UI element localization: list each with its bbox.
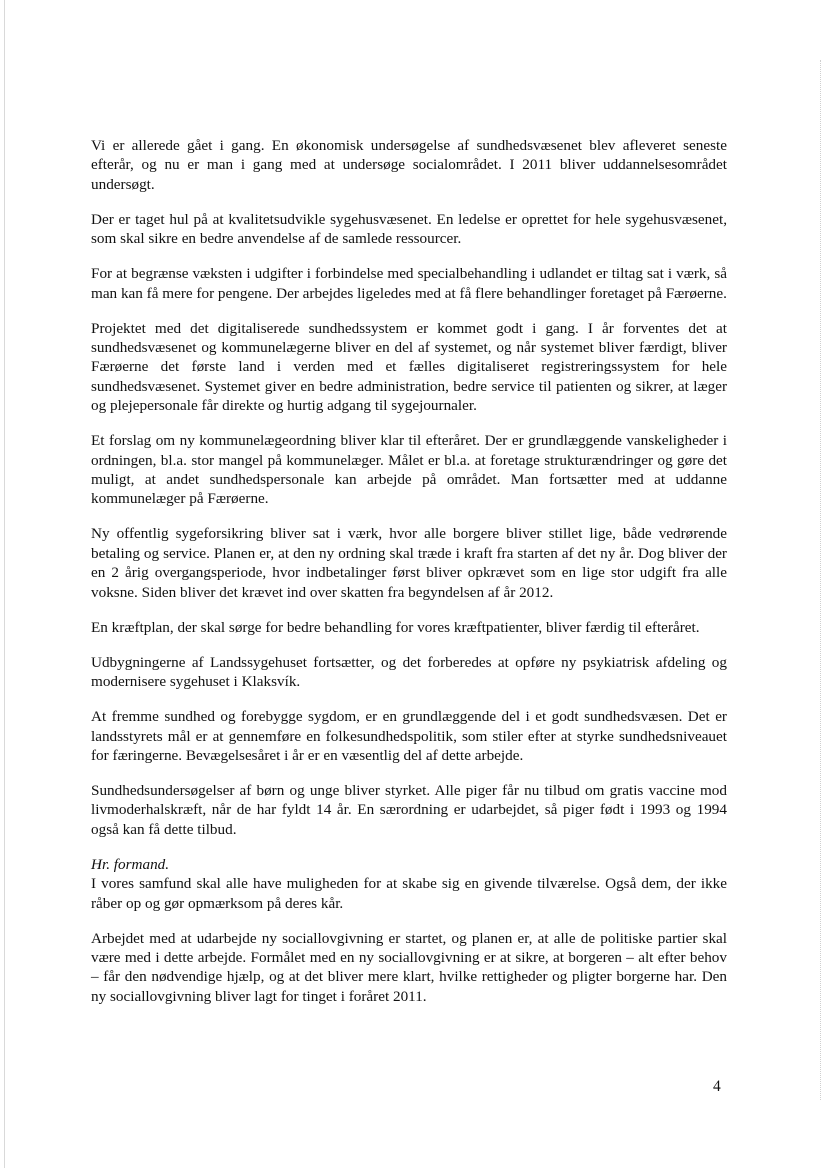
paragraph-digital-health-system: Projektet med det digitaliserede sundhedssystem er kommet godt i gang. I år forventes det at sundhedsvæsenet og kommunelægerne bliver en del af systemet, og når systemet bliver færdigt, bliver Færøerne det første land i verden med et fælles digitaliseret registreringssystem for hele sundhedsvæsenet. Systemet giver en bedre administration, bedre service til patienten og sikrer, at læger og plejepersonale får direkte og hurtig adgang til sygejournaler. (91, 319, 727, 415)
paragraph-social-legislation: Arbejdet med at udarbejde ny sociallovgivning er startet, og planen er, at alle de politiske partier skal være med i dette arbejde. Formålet med en ny sociallovgivning er at sikre, at borgeren – alt efter behov – får den nødvendige hjælp, og at det bliver mere klart, hvilke rettigheder og pligter borgerne har. Den ny sociallovgivning bliver lagt for tinget i foråret 2011. (91, 929, 727, 1005)
paragraph-special-treatment: For at begrænse væksten i udgifter i forbindelse med specialbehandling i udlandet er tiltag sat i værk, så man kan få mere for pengene. Der arbejdes ligeledes med at få flere behandlinger foretaget på Færøerne. (91, 265, 727, 302)
paragraph-cancer-plan: En kræftplan, der skal sørge for bedre behandling for vores kræftpatienter, bliver færdig til efteråret. (91, 618, 700, 636)
paragraph-hospital-quality: Der er taget hul på at kvalitetsudvikle sygehusvæsenet. En ledelse er oprettet for hele sygehusvæsenet, som skal sikre en bedre anvendelse af de samlede ressourcer. (91, 210, 727, 248)
page-edge-right (819, 60, 821, 1100)
paragraph-child-health: Sundhedsundersøgelser af børn og unge bliver styrket. Alle piger får nu tilbud om gratis vaccine mod livmoderhalskræft, når de har fyldt 14 år. En særordning er udarbejdet, så piger født i 1993 og 1994 også kan få dette tilbud. (91, 781, 727, 838)
paragraph-economic-survey: Vi er allerede gået i gang. En økonomisk undersøgelse af sundhedsvæsenet blev afleveret seneste efterår, og nu er man i gang med at undersøge socialområdet. I 2011 bliver uddannelsesområdet undersøgt. (91, 137, 727, 193)
section-heading: Hr. formand. (91, 855, 170, 873)
paragraph-society: I vores samfund skal alle have muligheden for at skabe sig en givende tilværelse. Også dem, der ikke råber op og gør opmærksom på deres kår. (91, 875, 727, 912)
paragraph-public-health: At fremme sundhed og forebygge sygdom, er en grundlæggende del i et godt sundhedsvæsen. Det er landsstyrets mål er at gennemføre en folkesundhedspolitik, som stiler efter at styrke sundhedsniveauet for færingerne. Bevægelsesåret i år er en væsentlig del af dette arbejde. (91, 708, 727, 764)
paragraph-municipal-doctors: Et forslag om ny kommunelægeordning bliver klar til efteråret. Der er grundlæggende vanskeligheder i ordningen, bl.a. stor mangel på kommunelæger. Målet er bl.a. at foretage strukturændringer og gøre det muligt, at andet sundhedspersonale kan arbejde på området. Man fortsætter med at uddanne kommunelæger på Færøerne. (91, 432, 727, 508)
paragraph-hospital-expansion: Udbygningerne af Landssygehuset fortsætter, og det forberedes at opføre ny psykiatrisk afdeling og modernisere sygehuset i Klaksvík. (91, 653, 727, 691)
page-number: 4 (713, 1078, 721, 1095)
page-edge-left (4, 0, 5, 1168)
document-body (91, 136, 727, 1022)
paragraph-health-insurance: Ny offentlig sygeforsikring bliver sat i værk, hvor alle borgere bliver stillet lige, både vedrørende betaling og service. Planen er, at den ny ordning skal træde i kraft fra starten af det ny år. Dog bliver der en 2 årig overgangsperiode, hvor indbetalinger først bliver opkrævet som en lige stor udgift fra alle voksne. Siden bliver det krævet ind over skatten fra begyndelsen af år 2012. (91, 525, 727, 601)
